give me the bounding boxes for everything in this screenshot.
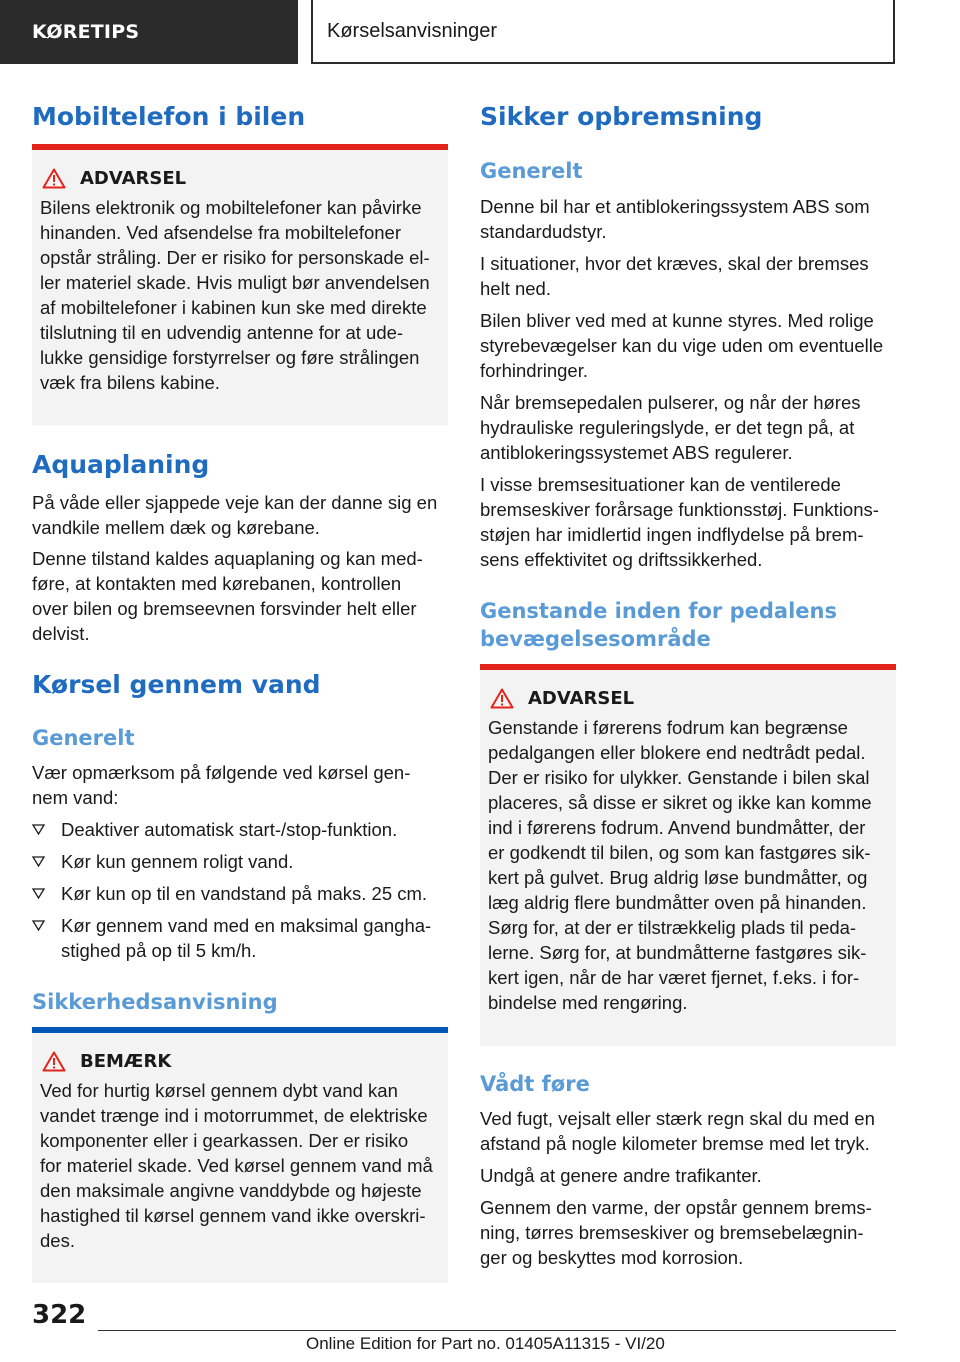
wet-paragraph-1: Ved fugt, vejsalt eller stærk regn skal du med en afstand på nogle kilometer bremse med let tryk. xyxy=(480,1108,875,1154)
mobile-heading: Mobiltelefon i bilen xyxy=(32,102,306,131)
water-bullet-list xyxy=(32,817,448,970)
warning-text: Bilens elektronik og mobiltelefoner kan påvirke hinanden. Ved afsendelse fra mobiltelefoner opstår stråling. Der er risiko for personskade el‐ ler materiel skade. Hvis muligt bør anvendelsen af mobiltelefoner i kabinen kun ske med direkte tilslutning til en udvendig antenne for at ude‐ lukke gensidige forstyrrelser og føre strålingen væk fra bilens kabine. xyxy=(40,197,430,393)
warning-label: ADVARSEL xyxy=(80,168,187,189)
chapter-tab xyxy=(311,0,895,64)
water-driving-heading: Kørsel gennem vand xyxy=(32,670,321,699)
wet-road-subheading: Vådt føre xyxy=(480,1072,590,1096)
aquaplaning-heading: Aquaplaning xyxy=(32,450,210,479)
page-number: 322 xyxy=(32,1300,87,1330)
chapter-title: Kørselsanvisninger xyxy=(327,19,498,42)
bullet-triangle-icon xyxy=(32,824,45,835)
bullet-triangle-icon xyxy=(32,856,45,867)
warning-triangle-icon xyxy=(42,1051,66,1072)
warning-triangle-icon xyxy=(42,168,66,189)
warning-text: Genstande i førerens fodrum kan begrænse pedalgangen eller blokere end nedtrådt pedal. Der er risiko for ulykker. Genstande i bilen skal placeres, så disse er sikret og ikke kan komme ind i førerens fodrum. Anvend bundmåtter, der er godkendt til bilen, og som kan fastgøres sik‐ kert på gulvet. Brug aldrig løse bundmåtter, og læg aldrig flere bundmåtter oven på hinanden. Sørg for, at der er tilstrækkelig plads til peda‐ lerne. Sørg for, at bundmåtterne fastgøres sik‐ kert igen, når de har været fjernet, f.eks. i for‐ bindelse med rengøring. xyxy=(488,717,872,1013)
braking-paragraph-2: I situationer, hvor det kræves, skal der bremses helt ned. xyxy=(480,253,869,299)
warning-bar xyxy=(480,664,896,670)
water-paragraph: Vær opmærksom på følgende ved kørsel gen‐ nem vand: xyxy=(32,762,411,808)
warning-triangle-icon xyxy=(490,688,514,709)
footer-edition: Online Edition for Part no. 01405A11315 - VI/20 xyxy=(306,1334,665,1353)
footer-divider xyxy=(98,1330,896,1331)
bullet-triangle-icon xyxy=(32,888,45,899)
list-item: Kør kun gennem roligt vand. xyxy=(32,849,448,874)
warning-box-pedal xyxy=(480,664,896,1046)
bullet-triangle-icon xyxy=(32,920,45,931)
section-title: KØRETIPS xyxy=(32,21,140,43)
braking-paragraph-1: Denne bil har et antiblokeringssystem ABS som standardudstyr. xyxy=(480,196,870,242)
warning-bar xyxy=(32,144,448,150)
section-tab xyxy=(0,0,298,64)
aquaplaning-paragraph-1: På våde eller sjappede veje kan der danne sig en vandkile mellem dæk og kørebane. xyxy=(32,492,438,538)
braking-heading: Sikker opbremsning xyxy=(480,102,763,131)
braking-paragraph-3: Bilen bliver ved med at kunne styres. Med rolige styrebevægelser kan du vige uden om eventuelle forhindringer. xyxy=(480,310,884,381)
wet-paragraph-3: Gennem den varme, der opstår gennem brems‐ ning, tørres bremseskiver og bremsebelægnin‐ ger og beskyttes mod korrosion. xyxy=(480,1197,872,1268)
notice-label: BEMÆRK xyxy=(80,1051,172,1072)
braking-paragraph-5: I visse bremsesituationer kan de ventilerede bremseskiver forårsage funktionsstøj. Funktions‐ støjen har imidlertid ingen indflydelse på brem‐ sens effektivitet og driftssikkerhed. xyxy=(480,474,879,570)
wet-paragraph-2: Undgå at genere andre trafikanter. xyxy=(480,1165,762,1186)
list-item: Kør gennem vand med en maksimal gangha‐ stighed på op til 5 km/h. xyxy=(32,913,448,963)
pedal-subheading: Genstande inden for pedalens bevægelsesområde xyxy=(480,599,837,651)
safety-subheading: Sikkerhedsanvisning xyxy=(32,990,278,1014)
braking-paragraph-4: Når bremsepedalen pulserer, og når der høres hydrauliske reguleringslyde, er det tegn på, at antiblokeringssystemet ABS regulerer. xyxy=(480,392,861,463)
notice-text: Ved for hurtig kørsel gennem dybt vand kan vandet trænge ind i motorrummet, de elektriske komponenter eller i gearkassen. Der er risiko for materiel skade. Ved kørsel gennem vand må den maksimale angivne vanddybde og højeste hastighed til kørsel gennem vand ikke overskri‐ des. xyxy=(40,1080,433,1251)
warning-label: ADVARSEL xyxy=(528,688,635,709)
list-item: Deaktiver automatisk start-/stop-funktion. xyxy=(32,817,448,842)
braking-general-subheading: Generelt xyxy=(480,159,583,183)
water-general-subheading: Generelt xyxy=(32,726,135,750)
notice-bar xyxy=(32,1027,448,1033)
warning-box-mobile xyxy=(32,144,448,425)
aquaplaning-paragraph-2: Denne tilstand kaldes aquaplaning og kan med‐ føre, at kontakten med kørebanen, kontrollen over bilen og bremseevnen forsvinder helt eller delvist. xyxy=(32,548,423,644)
notice-box-water xyxy=(32,1027,448,1283)
list-item: Kør kun op til en vandstand på maks. 25 cm. xyxy=(32,881,448,906)
